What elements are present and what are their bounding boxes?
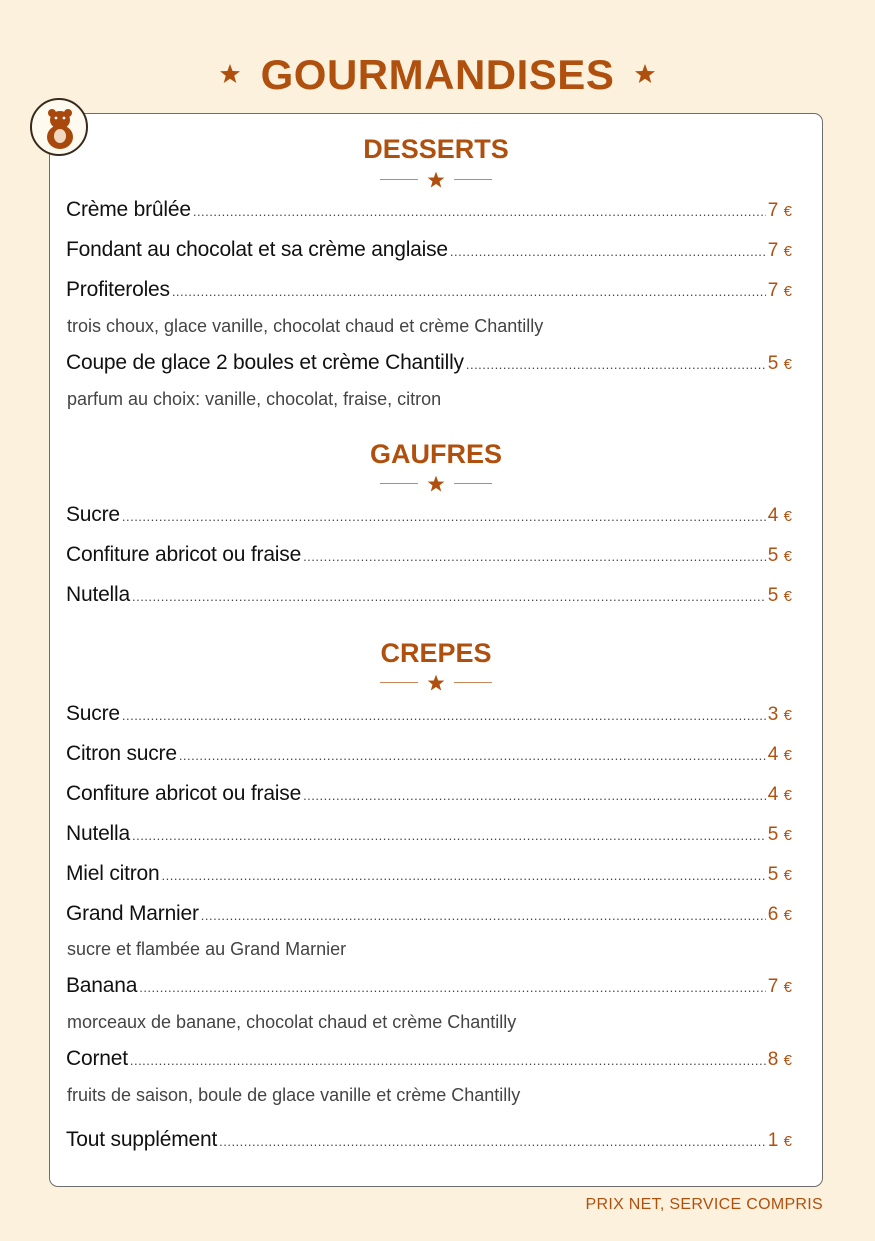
menu-item [66, 782, 792, 812]
dot-leader [130, 1053, 766, 1068]
item-name: Grand Marnier [66, 902, 199, 925]
supplement-item [66, 1128, 792, 1158]
item-description: sucre et flambée au Grand Marnier [67, 939, 347, 959]
menu-item [66, 1047, 792, 1077]
menu-item [66, 902, 792, 932]
item-price: 4 € [767, 505, 792, 526]
menu-item [66, 974, 792, 1004]
item-price: 7 € [767, 240, 792, 261]
section-title-gaufres: GAUFRES [369, 439, 502, 469]
menu-item [66, 702, 792, 732]
item-name: Nutella [66, 583, 130, 606]
dot-leader [122, 708, 766, 723]
star-icon [426, 474, 446, 494]
item-description: parfum au choix: vanille, chocolat, fraise, citron [67, 389, 442, 409]
dot-leader [162, 868, 766, 883]
item-price: 4 € [767, 784, 792, 805]
star-icon [633, 62, 657, 86]
item-price: 7 € [767, 200, 792, 221]
dot-leader [132, 589, 766, 604]
item-price: 3 € [767, 704, 792, 725]
item-name: Citron sucre [66, 742, 177, 765]
item-name: Confiture abricot ou fraise [66, 543, 302, 566]
item-price: 4 € [767, 744, 792, 765]
dot-leader [193, 204, 766, 219]
item-description: fruits de saison, boule de glace vanille et crème Chantilly [67, 1085, 521, 1105]
dot-leader [122, 509, 766, 524]
item-name: Tout supplément [66, 1128, 218, 1151]
menu-item [66, 351, 792, 381]
price-note: PRIX NET, SERVICE COMPRIS [585, 1196, 823, 1213]
item-name: Sucre [66, 503, 120, 526]
item-name: Nutella [66, 822, 130, 845]
item-price: 1 € [767, 1130, 792, 1151]
menu-item [66, 742, 792, 772]
dot-leader [139, 980, 766, 995]
item-name: Sucre [66, 702, 120, 725]
dot-leader [450, 244, 766, 259]
menu-item [66, 198, 792, 228]
item-name: Fondant au chocolat et sa crème anglaise [66, 238, 448, 261]
item-name: Banana [66, 974, 138, 997]
menu-item [66, 503, 792, 533]
dot-leader [201, 908, 766, 923]
item-price: 5 € [767, 545, 792, 566]
dot-leader [466, 357, 766, 372]
menu-item [66, 278, 792, 308]
dot-leader [179, 748, 766, 763]
page-title: GOURMANDISES [260, 51, 615, 98]
item-name: Miel citron [66, 862, 160, 885]
dot-leader [219, 1134, 766, 1149]
section-title-desserts: DESSERTS [363, 134, 509, 164]
item-description: morceaux de banane, chocolat chaud et crème Chantilly [67, 1012, 517, 1032]
item-description: trois choux, glace vanille, chocolat chaud et crème Chantilly [67, 316, 544, 336]
menu-item [66, 238, 792, 268]
menu-item [66, 583, 792, 613]
item-name: Profiteroles [66, 278, 170, 301]
section-separator [380, 170, 492, 190]
item-name: Confiture abricot ou fraise [66, 782, 302, 805]
menu-item [66, 862, 792, 892]
dot-leader [303, 549, 766, 564]
item-price: 5 € [767, 353, 792, 374]
star-icon [426, 170, 446, 190]
item-name: Crème brûlée [66, 198, 191, 221]
item-price: 7 € [767, 280, 792, 301]
star-icon [426, 673, 446, 693]
section-separator [380, 474, 492, 494]
item-price: 7 € [767, 976, 792, 997]
bear-logo-icon [30, 98, 88, 156]
item-price: 5 € [767, 585, 792, 606]
menu-item [66, 543, 792, 573]
item-price: 6 € [767, 904, 792, 925]
dot-leader [303, 788, 766, 803]
menu-item [66, 822, 792, 852]
item-price: 5 € [767, 864, 792, 885]
item-name: Coupe de glace 2 boules et crème Chantilly [66, 351, 464, 374]
item-price: 5 € [767, 824, 792, 845]
item-name: Cornet [66, 1047, 128, 1070]
section-title-crepes: CREPES [380, 638, 492, 668]
item-price: 8 € [767, 1049, 792, 1070]
dot-leader [172, 284, 766, 299]
dot-leader [132, 828, 766, 843]
section-separator [380, 673, 492, 693]
